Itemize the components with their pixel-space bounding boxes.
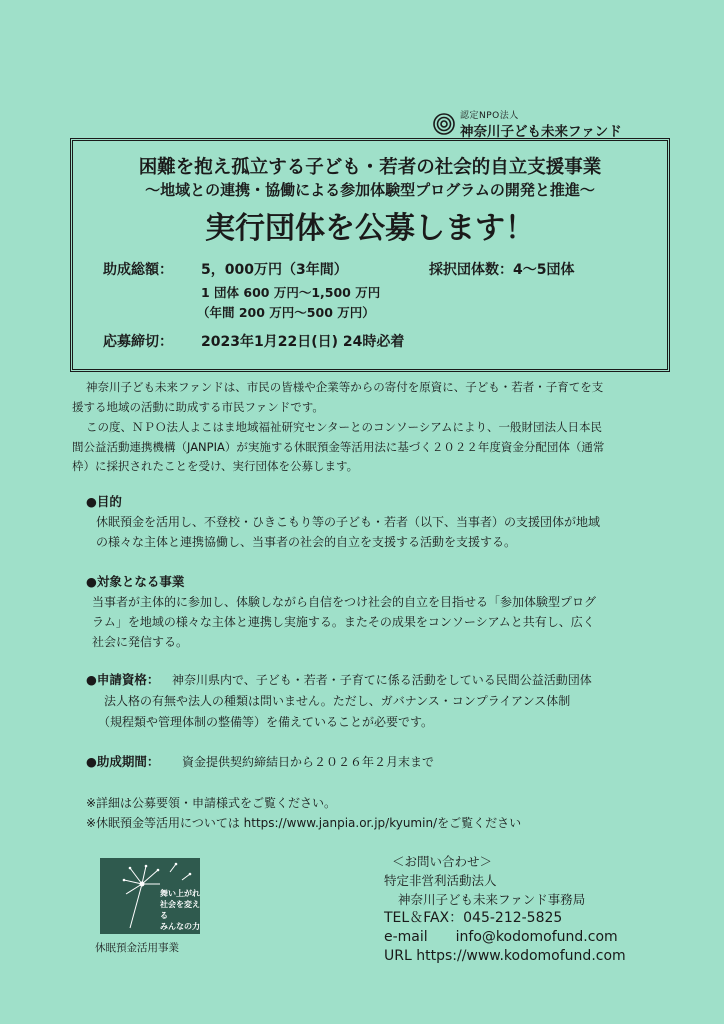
target-line: ラム」を地域の様々な主体と連携し実施する。またその成果をコンソーシアムと共有し、広く <box>92 615 595 629</box>
recruitment-headline: 実行団体を公募します！ <box>205 211 535 246</box>
target-body <box>92 592 696 652</box>
intro-line: 神奈川子ども未来ファンドは、市民の皆様や企業等からの寄付を原資に、子ども・若者・子育てを支 <box>86 380 604 394</box>
contact-block <box>384 852 626 966</box>
contact-url[interactable]: URL https://www.kodomofund.com <box>384 948 626 964</box>
eligibility-line-2: 法人格の有無や法人の種類は問いません。ただし、ガバナンス・コンプライアンス体制 <box>104 694 571 708</box>
badge-slogan-line: みんなの力 <box>160 922 200 931</box>
per-group-range: 1 団体 600 万円～1,500 万円 <box>201 285 381 300</box>
contact-org-type: 特定非営利活動法人 <box>384 873 497 888</box>
contact-tel: TEL＆FAX：045-212-5825 <box>384 910 563 926</box>
badge-slogan <box>160 888 200 932</box>
purpose-line: 休眠預金を活用し、不登校・ひきこもり等の子ども・若者（以下、当事者）の支援団体が地域 <box>96 515 601 529</box>
intro-paragraph-2 <box>72 418 686 477</box>
eligibility-heading: ●申請資格： <box>86 672 160 687</box>
target-line: 当事者が主体的に参加し、体験しながら自信をつけ社会的自立を目指せる「参加体験型プログ <box>92 595 597 609</box>
dormant-deposit-badge <box>100 858 200 934</box>
eligibility-line-3: （規程類や管理体制の整備等）を備えていることが必要です。 <box>98 715 434 729</box>
intro-line: 間公益活動連携機構（JANPIA）が実施する休眠預金等活用法に基づく２０２２年度資金分配団体（通常 <box>72 439 605 454</box>
contact-org-name: 神奈川子ども未来ファンド事務局 <box>398 892 586 907</box>
target-line: 社会に発信する。 <box>92 635 189 649</box>
target-heading: ●対象となる事業 <box>86 574 185 589</box>
intro-line: この度、ＮＰＯ法人よこはま地域福祉研究センターとのコンソーシアムにより、一般財団法人日本民 <box>86 420 602 434</box>
purpose-line: の様々な主体と連携協働し、当事者の社会的自立を支援する活動を支援する。 <box>96 535 517 549</box>
swirl-logo-icon <box>432 112 456 136</box>
per-year-range: （年間 200 万円～500 万円） <box>197 305 375 320</box>
deadline-label: 応募締切： <box>103 334 173 350</box>
badge-slogan-line: 社会を変える <box>160 900 200 920</box>
org-name: 神奈川子ども未来ファンド <box>460 124 622 140</box>
period-heading: ●助成期間： <box>86 754 160 769</box>
intro-paragraph-1 <box>72 378 686 417</box>
purpose-heading: ●目的 <box>86 494 122 509</box>
adopted-count: 採択団体数：4～5団体 <box>429 262 575 278</box>
project-title: 困難を抱え孤立する子ども・若者の社会的自立支援事業 <box>138 157 602 178</box>
deadline-value: 2023年1月22日(日) 24時必着 <box>201 334 405 350</box>
announcement-box <box>70 138 670 372</box>
note-janpia: ※休眠預金等活用については https://www.janpia.or.jp/kyumin/をご覧ください <box>86 816 522 830</box>
intro-line: 援する地域の活動に助成する市民ファンドです。 <box>72 399 324 414</box>
project-subtitle: ～地域との連携・協働による参加体験型プログラムの開発と推進～ <box>145 181 595 199</box>
grant-total-value: 5，000万円（3年間） <box>201 262 348 278</box>
intro-line: 枠）に採択されたことを受け、実行団体を公募します。 <box>72 459 359 473</box>
period-value: 資金提供契約締結日から２０２６年２月末まで <box>182 755 435 769</box>
purpose-body <box>96 512 696 552</box>
eligibility-line-1: 神奈川県内で、子ども・若者・子育てに係る活動をしている民間公益活動団体 <box>172 673 592 687</box>
note-details: ※詳細は公募要領・申請様式をご覧ください。 <box>86 796 337 810</box>
contact-email[interactable]: e-mail info@kodomofund.com <box>384 929 618 945</box>
badge-slogan-line: 舞い上がれ <box>160 889 200 898</box>
badge-caption: 休眠預金活用事業 <box>95 942 179 954</box>
grant-total-label: 助成総額： <box>103 262 173 278</box>
contact-heading: ＜お問い合わせ＞ <box>392 854 493 869</box>
org-subtitle: 認定NPO法人 <box>460 111 519 121</box>
